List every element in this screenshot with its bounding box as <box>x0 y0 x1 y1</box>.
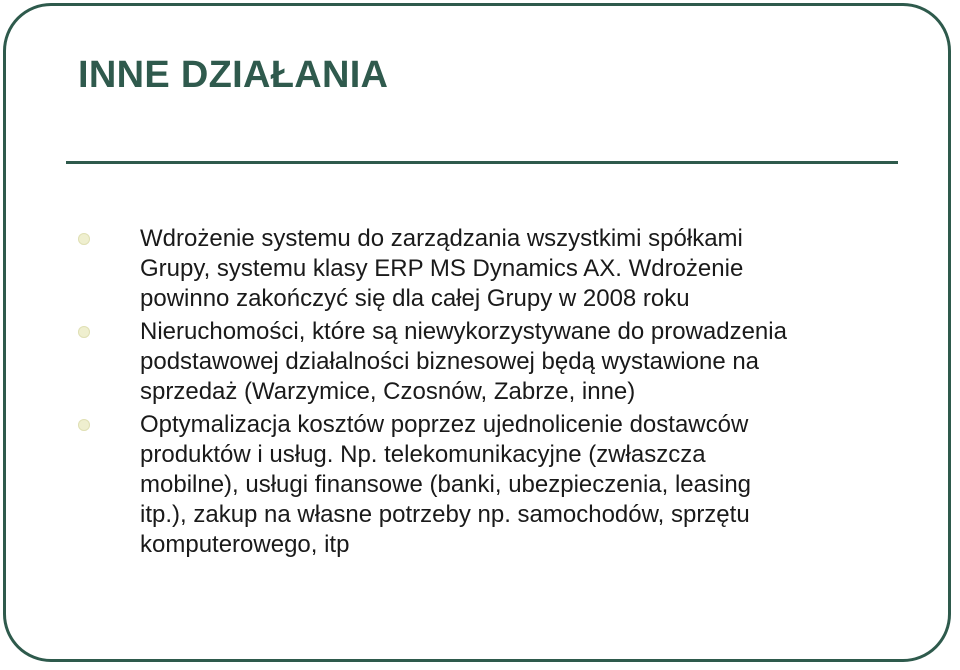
bullet-item-cost-optimization <box>78 410 878 560</box>
bullet-dot-icon <box>78 326 90 338</box>
slide-title: INNE DZIAŁANIA <box>78 54 389 96</box>
bullet-line: sprzedaż (Warzymice, Czosnów, Zabrze, inne) <box>140 378 636 405</box>
title-divider <box>66 161 898 164</box>
bullet-line: komputerowego, itp <box>140 531 350 558</box>
bullet-dot-icon <box>78 233 90 245</box>
bullet-line: Nieruchomości, które są niewykorzystywane do prowadzenia <box>140 318 787 345</box>
bullet-item-erp <box>78 224 878 314</box>
bullet-line: produktów i usług. Np. telekomunikacyjne (zwłaszcza <box>140 441 706 468</box>
bullet-line: powinno zakończyć się dla całej Grupy w 2008 roku <box>140 285 690 312</box>
bullet-line: Wdrożenie systemu do zarządzania wszystkimi spółkami <box>140 225 743 252</box>
bullet-item-real-estate <box>78 317 878 407</box>
bullet-line: itp.), zakup na własne potrzeby np. samochodów, sprzętu <box>140 501 750 528</box>
bullet-line: Grupy, systemu klasy ERP MS Dynamics AX. Wdrożenie <box>140 255 744 282</box>
bullet-list <box>78 224 878 563</box>
bullet-dot-icon <box>78 419 90 431</box>
bullet-line: Optymalizacja kosztów poprzez ujednolicenie dostawców <box>140 411 749 438</box>
bullet-line: podstawowej działalności biznesowej będą wystawione na <box>140 348 760 375</box>
bullet-line: mobilne), usługi finansowe (banki, ubezpieczenia, leasing <box>140 471 752 498</box>
